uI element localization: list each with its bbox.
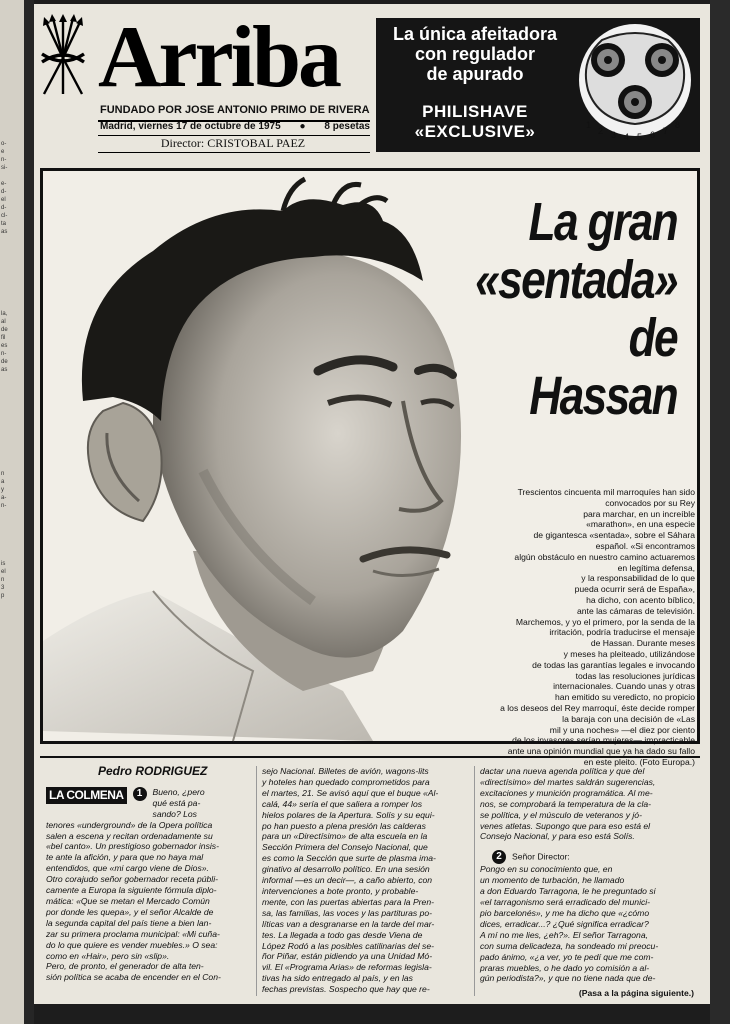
caption-line: Marchemos, y yo el primero, por la senda de la — [515, 616, 695, 627]
article-column-1 — [46, 766, 260, 1002]
text-line: dices, erradicar...? ¿Qué significa erradicar? — [480, 918, 649, 929]
text-line: con suma delicadeza, ha sondeado mi preocu- — [480, 940, 659, 951]
text-line: praras muebles, o he dado yo comisión a al- — [480, 962, 650, 973]
prev-page-fragment: is el n 3 p — [1, 561, 6, 599]
ad-brand — [382, 102, 568, 142]
director-credit: Director: CRISTOBAL PAEZ — [160, 136, 306, 150]
caption-line: irritación, podría traducirse el mensaje — [549, 627, 695, 638]
newspaper-title: Arriba — [98, 9, 340, 106]
issue-date: Madrid, viernes 17 de octubre de 1975 — [100, 121, 281, 132]
continued-notice[interactable]: (Pasa a la página siguiente.) — [578, 988, 694, 999]
caption-line: de los invasores serían mujeres— impracticable — [512, 735, 695, 746]
dial-number: 8 — [675, 120, 681, 130]
caption-line: en legítima defensa, — [617, 562, 695, 573]
text-line: Sección Primera del Consejo Nacional, que — [262, 842, 428, 853]
text-line: te ante la afición, y para que no haya mal — [46, 852, 204, 863]
prev-page-fragment: n a y a- n- — [1, 471, 7, 509]
ad-brand-line: PHILISHAVE — [422, 102, 528, 121]
ad-brand-line: «EXCLUSIVE» — [414, 122, 536, 141]
headline — [464, 193, 677, 425]
text-line: zar su primera proclama municipal: «Mi cuña- — [46, 928, 220, 939]
headline-line: «sentada» — [475, 250, 677, 310]
caption-line: todas las resoluciones jurídicas — [575, 670, 695, 681]
text-line: es como la Sección que surte de plasma ima- — [262, 853, 436, 864]
text-line: Pero, de pronto, el generador de alta ten- — [46, 961, 204, 972]
intro-text — [153, 787, 205, 820]
dial-number: 7 — [663, 126, 669, 136]
dial-number: 3 — [611, 130, 617, 140]
text-line: y hoteles han quedado comprometidos para — [262, 776, 430, 787]
caption-line: y la responsabilidad de lo que — [581, 573, 695, 584]
text-line: informal —es un decir—, a caño abierto, con — [262, 875, 433, 886]
column-rule — [474, 766, 475, 996]
prev-page-fragment: e- d- el d- cl- ta as — [1, 181, 8, 235]
caption-line: en este pleito. (Foto Europa.) — [583, 756, 695, 767]
text-line: Consejo Nacional, y para eso está Solís. — [480, 831, 635, 842]
text-line: sa, las familias, las voces y las partituras po- — [262, 907, 433, 918]
caption-line: a los deseos del Rey marroquí, éste decide romper — [500, 702, 695, 713]
text-line: tenores «underground» de la Opera política — [46, 819, 213, 830]
text-line: excitaciones y munición programática. Al me- — [480, 787, 653, 798]
caption-line: y meses ha pleiteado, utilizándose — [563, 648, 695, 659]
text-line: qué está pa- — [152, 797, 201, 808]
text-line: tivas ha sido entregado al país, y en las — [262, 973, 413, 984]
caption-line: «marathon», en una especie — [586, 519, 695, 530]
portrait-photo — [43, 171, 473, 741]
caption-line: ha dicho, con acento bíblico, — [586, 594, 695, 605]
caption-line: mil y una noches» —el diez por ciento — [549, 724, 695, 735]
issue-price: 8 pesetas — [324, 121, 370, 132]
ad-copy — [382, 24, 568, 84]
dial-number: 5 — [637, 132, 643, 142]
text-line: intervenciones a bote pronto, y probable- — [262, 885, 419, 896]
text-line: como en «Hair», pero sin «slip». — [46, 950, 170, 961]
article-column-2 — [262, 766, 476, 1002]
text-line: do lo que quiere es vender muebles.» O sea: — [46, 939, 218, 950]
shaver-advertisement — [376, 18, 700, 152]
text-line: fechas previstas. Sospecho que hay que re- — [262, 984, 430, 995]
text-line: mente, con las puertas abiertas para la Pren- — [262, 896, 434, 907]
text-line: «directísimo» del martes saldrán sugerencias, — [480, 776, 656, 787]
caption-line: algún obstáculo en nuestro camino actuaremos — [514, 551, 695, 562]
text-line: un momento de turbación, he llamado — [480, 875, 625, 886]
text-line: líticas van a desgranarse en la tarde del mar- — [262, 918, 435, 929]
caption-line: para marchar, en un increíble — [583, 508, 695, 519]
text-line: ginativo al desarrollo político. En una sesión — [262, 864, 430, 875]
newspaper-tagline: FUNDADO POR JOSE ANTONIO PRIMO DE RIVERA — [100, 104, 370, 116]
text-line: calá, 44» sería el que saliera a romper los — [262, 798, 423, 809]
section-logo: LA COLMENA — [46, 787, 127, 804]
text-line: vil. El «Programa Arias» de reformas legisla- — [262, 962, 432, 973]
masthead-rule — [98, 152, 370, 153]
item-2-header — [492, 850, 694, 864]
la-colmena-column — [40, 756, 700, 1002]
text-line: dactar una nueva agenda política y que del — [480, 766, 645, 776]
headline-line: La gran — [528, 192, 677, 252]
text-line: sando? Los — [152, 808, 197, 819]
yoke-and-arrows-emblem-icon — [38, 14, 88, 100]
byline: Pedro RODRIGUEZ — [98, 764, 208, 778]
text-line: el martes, 21. Se avisó aquí que el buque «Al- — [262, 787, 439, 798]
text-line: nos, se comprobará la temperatura de la cla- — [480, 798, 652, 809]
text-line: sión política se acaba de encender en el Con- — [46, 972, 221, 983]
ad-line: de apurado — [426, 64, 524, 84]
caption-line: pueda ocurrir será de España», — [574, 584, 695, 595]
text-line: venes atletas. Supongo que para eso está el — [480, 820, 651, 831]
caption-line: la baraja con una decisión de «Las — [562, 713, 695, 724]
text-line: gún periodista?», y que no tiene nada que de- — [480, 973, 656, 984]
text-line: Otro corajudo señor gobernador receta públi- — [46, 874, 218, 885]
text-line: sejo Nacional. Billetes de avión, wagons-lits — [262, 766, 429, 776]
caption-line: español. «Si encontramos — [595, 540, 695, 551]
item-number-badge: 1 — [133, 787, 147, 801]
headline-line: Hassan — [529, 366, 677, 426]
text-line: pio barcelonés», y me ha dicho que «¿cómo — [480, 907, 650, 918]
text-line: po han puesto a plena presión las calderas — [262, 820, 426, 831]
text-line: hielos polares de la Apertura. Solís y su equi- — [262, 809, 435, 820]
shaver-head-icon — [572, 20, 698, 150]
caption-line: de gigantesca «sentada», sobre el Sáhara — [533, 530, 695, 541]
section-header-row — [46, 787, 260, 820]
dateline — [100, 121, 370, 132]
article-paragraph — [480, 766, 694, 842]
caption-line: convocados por su Rey — [605, 497, 695, 508]
photo-caption — [463, 487, 695, 768]
dial-number: 2 — [598, 126, 604, 136]
text-line: por donde les quepa», y el señor Alcalde de — [46, 906, 214, 917]
text-line: se política, y el músculo de veteranos y jó- — [480, 809, 642, 820]
text-line: a don Eduardo Tarragona, le he preguntado si — [480, 886, 656, 897]
text-line: pado ánimo, «¿a ver, yo te pedí que me com- — [480, 951, 654, 962]
article-paragraph — [480, 864, 694, 984]
text-line: «bel canto». Un prestigioso gobernador insis- — [46, 841, 219, 852]
caption-line: ante una opinión mundial que ya ha dado su fallo — [507, 746, 695, 757]
caption-line: internacionales. Cuando unas y otras — [553, 681, 695, 692]
caption-line: ante las cámaras de televisión. — [577, 605, 695, 616]
front-page-photo-story — [40, 168, 700, 767]
text-line: camente a Europa la siguiente fórmula diplo- — [46, 885, 217, 896]
headline-line: de — [628, 308, 677, 368]
caption-line: Trescientos cincuenta mil marroquíes han sido — [517, 487, 695, 497]
text-line: entendidos, que «mi cargo viene de Dios». — [46, 863, 209, 874]
previous-page-strip — [0, 0, 24, 1024]
caption-line: han emitido su veredicto, no propicio — [555, 692, 695, 703]
text-line: ñor Piñar, están pidiendo ya una Unidad Mó- — [262, 951, 433, 962]
text-line: salen a escena y recitan ordenadamente su — [46, 830, 213, 841]
ad-line: con regulador — [414, 44, 535, 64]
text-line: tes. La llegada a todo gas desde Viena de — [262, 929, 423, 940]
prev-page-fragment: o- e n- si- — [1, 141, 8, 171]
text-line: «el tarragonismo será erradicado del munici- — [480, 897, 651, 908]
column-rule — [256, 766, 257, 996]
letter-salutation: Señor Director: — [512, 851, 570, 862]
text-line: para un «Directísimo» de alta escuela en la — [262, 831, 428, 842]
dial-number: 6 — [650, 130, 656, 140]
text-line: López Rodó a las posibles catilinarias del se- — [262, 940, 434, 951]
dial-number: 1 — [586, 120, 592, 130]
scan-edge — [710, 0, 730, 1024]
text-line: la segunda capital del país tiene a bien lan- — [46, 917, 212, 928]
item-number-badge: 2 — [492, 850, 506, 864]
page-gutter — [24, 0, 34, 1024]
prev-page-fragment: la, al de fil es n- de as — [1, 311, 8, 373]
newspaper-page — [34, 4, 710, 1004]
ad-line: La única afeitadora — [392, 24, 558, 44]
text-line: Pongo en su conocimiento que, en — [480, 864, 613, 875]
caption-line: de Hassan. Durante meses — [590, 638, 695, 649]
article-column-3 — [480, 766, 694, 1002]
text-line: Bueno, ¿pero — [152, 786, 205, 797]
article-paragraph — [46, 820, 260, 984]
caption-line: de todas las garantías legales e invocando — [532, 659, 695, 670]
text-line: A mí no me lies, ¿eh?». El señor Tarragona, — [480, 929, 648, 940]
dial-number: 4 — [624, 132, 630, 142]
article-paragraph — [262, 766, 476, 995]
text-line: mática: «Que se metan el Mercado Común — [46, 895, 210, 906]
bullet-icon: ● — [299, 121, 306, 132]
